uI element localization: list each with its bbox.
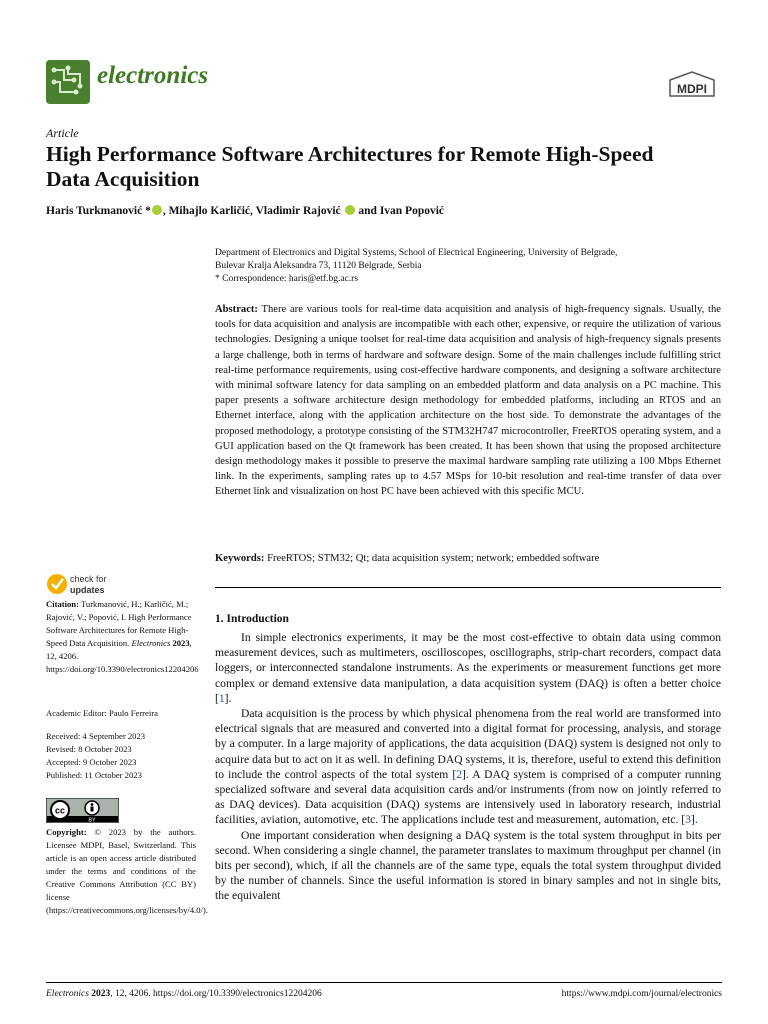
svg-text:BY: BY [88, 817, 96, 823]
publication-dates [46, 730, 196, 782]
check-for-updates-button[interactable] [46, 572, 146, 596]
footer-year: 2023 [91, 989, 111, 999]
orcid-icon[interactable] [152, 205, 162, 215]
paragraph-text: In simple electronics experiments, it may be the most cost-effective to obtain data using common measurement devices, such as multimeters, oscilloscopes, oscillographs, strip-chart recorders, compact data loggers, or interconnected standalone instruments. As the experiments or measurement functions get more complex or demand extensive data manipulation, a data acquisition system (DAQ) is often a better choice [ [215, 631, 721, 705]
footer-citation [46, 989, 322, 999]
author-mark: * [142, 205, 151, 217]
author-separator: , [162, 205, 169, 217]
citation-label: Citation: [46, 599, 79, 609]
citation-year: 2023 [172, 638, 190, 648]
date-accepted: Accepted: 9 October 2023 [46, 757, 137, 767]
reference-link[interactable]: 3 [685, 813, 691, 827]
citation-link[interactable]: , 12, 4206. https://doi.org/10.3390/electronics12204206 [46, 638, 199, 674]
paper-title: High Performance Software Architectures for Remote High-Speed Data Acquisition [46, 142, 654, 191]
abstract [215, 302, 721, 500]
footer-journal-url[interactable]: https://www.mdpi.com/journal/electronics [561, 989, 722, 999]
date-revised: Revised: 8 October 2023 [46, 744, 132, 754]
paragraph-text: ]. [690, 813, 698, 827]
keywords [215, 553, 721, 564]
reference-link[interactable]: 1 [218, 691, 225, 705]
author-name: Vladimir Rajović [255, 205, 341, 217]
paragraph [215, 630, 721, 706]
author-separator: and [355, 205, 380, 217]
journal-name: electronics [97, 62, 209, 89]
svg-text:check for: check for [70, 574, 107, 584]
section-heading: 1. Introduction [215, 613, 289, 625]
academic-editor: Academic Editor: Paulo Ferreira [46, 708, 158, 718]
copyright-label: Copyright: [46, 827, 87, 837]
svg-text:cc: cc [54, 805, 66, 816]
citation-journal: Electronics [131, 638, 171, 648]
author-name: Ivan Popović [379, 205, 445, 217]
article-type: Article [46, 126, 79, 140]
journal-logo-icon [46, 60, 90, 104]
paragraph-text: ]. [224, 691, 232, 705]
paragraph: One important consideration when designing a DAQ system is the total system throughput in bits per second. When considering a single channel, the parameter translates to maximum throughput per channel (in bits per second), which, if all the channels are of the same type, equals the total system throughput divided by the number of channels. Since the useful information is stored in binary samples and not in single bits, the equivalent [215, 828, 721, 903]
cc-by-license-icon[interactable] [46, 798, 119, 823]
keywords-label: Keywords: [215, 553, 265, 564]
author-name: Haris Turkmanović [46, 205, 143, 217]
abstract-label: Abstract: [215, 304, 258, 315]
date-received: Received: 4 September 2023 [46, 731, 146, 741]
affiliation-line: Department of Electronics and Digital Systems, School of Electrical Engineering, University of Belgrade, [215, 248, 618, 258]
correspondence: * Correspondence: haris@etf.bg.ac.rs [215, 274, 359, 284]
mdpi-logo-icon [666, 70, 718, 98]
footer-doi-link[interactable]: , 12, 4206. https://doi.org/10.3390/electronics12204206 [110, 989, 322, 999]
paragraph-text: ]. A DAQ system is comprised of a computer running specialized software and several data acquisition cards and/or instruments (from now on jointly referred to as DAQ devices). Data acquisition (DAQ) systems are intensively used in laboratory research, industrial facilities, aviation, automotive, etc. The applications include test and measurement, automation, etc. [ [215, 767, 721, 827]
affiliation-line: Bulevar Kralja Aleksandra 73, 11120 Belgrade, Serbia [215, 261, 422, 271]
copyright-notice [46, 826, 208, 917]
footer-journal: Electronics [46, 989, 89, 999]
paragraph-text: Data acquisition is the process by which physical phenomena from the real world are transformed into electrical signals that are measured and converted into a digital format for processing, analysis, and storage by a computer. In a large majority of applications, the data acquisition (DAQ) system is designed not only to acquire data but to act on it as well. In defining DAQ systems, it is, therefore, useful to extend this definition to include the control aspects of the total system [ [215, 707, 721, 781]
author-separator: , [250, 205, 256, 217]
svg-text:updates: updates [70, 585, 105, 595]
author-name: Mihajlo Karličić [168, 205, 251, 217]
date-published: Published: 11 October 2023 [46, 770, 142, 780]
copyright-text: © 2023 by the authors. Licensee MDPI, Basel, Switzerland. This article is an open access article distributed under the terms and conditions of the Creative Commons Attribution (CC BY) license (https://creativecommons.org/licenses/by/4.0/). [46, 827, 208, 915]
orcid-icon[interactable] [345, 205, 355, 215]
keywords-text: FreeRTOS; STM32; Qt; data acquisition system; network; embedded software [267, 553, 600, 564]
citation-text: Turkmanović, H.; Karličić, M.; Rajović, V.; Popović, I. High Performance Software Architectures for Remote High-Speed Data Acquisition. [46, 599, 192, 648]
divider [215, 587, 721, 588]
affiliation [215, 247, 715, 286]
paragraph [215, 706, 721, 828]
citation [46, 598, 199, 676]
abstract-text: There are various tools for real-time data acquisition and analysis of high-frequency signals. Usually, the tools for data acquisition and analysis are incompatible with each other, expensive, or require the utilization of various technologies. Designing a unique toolset for real-time data acquisition and analysis of high-frequency signals presents a large challenge, both in terms of hardware and software design. Some of the main challenges include fulfilling strict real-time performance requirements, using cost-effective hardware components, and designing a software architecture with minimal software latency for data sampling on an embedded platform and data analysis on a PC machine. This paper presents a software architecture design methodology for embedded platforms, including an RTOS and an Ethernet interface, along with the application architecture on the host side. To demonstrate the advantages of the proposed methodology, a prototype consisting of the STM32H747 microcontroller, FreeRTOS operating system, and a GUI application based on the Qt framework has been created. It has been shown that using the proposed architecture design methodology makes it possible to preserve the maximal hardware sampling rate utilizing a 100 Mbps Ethernet link. In the experiments, sampling rates up to 4.57 MSps for 10-bit resolution and real-time transfer of data over Ethernet link and visualization on host PC have been achieved with this specific MCU. [215, 304, 721, 498]
svg-text:MDPI: MDPI [677, 82, 707, 96]
body-text [215, 630, 721, 904]
author-list [46, 205, 444, 217]
reference-link[interactable]: 2 [456, 767, 463, 781]
footer-divider [46, 982, 722, 983]
